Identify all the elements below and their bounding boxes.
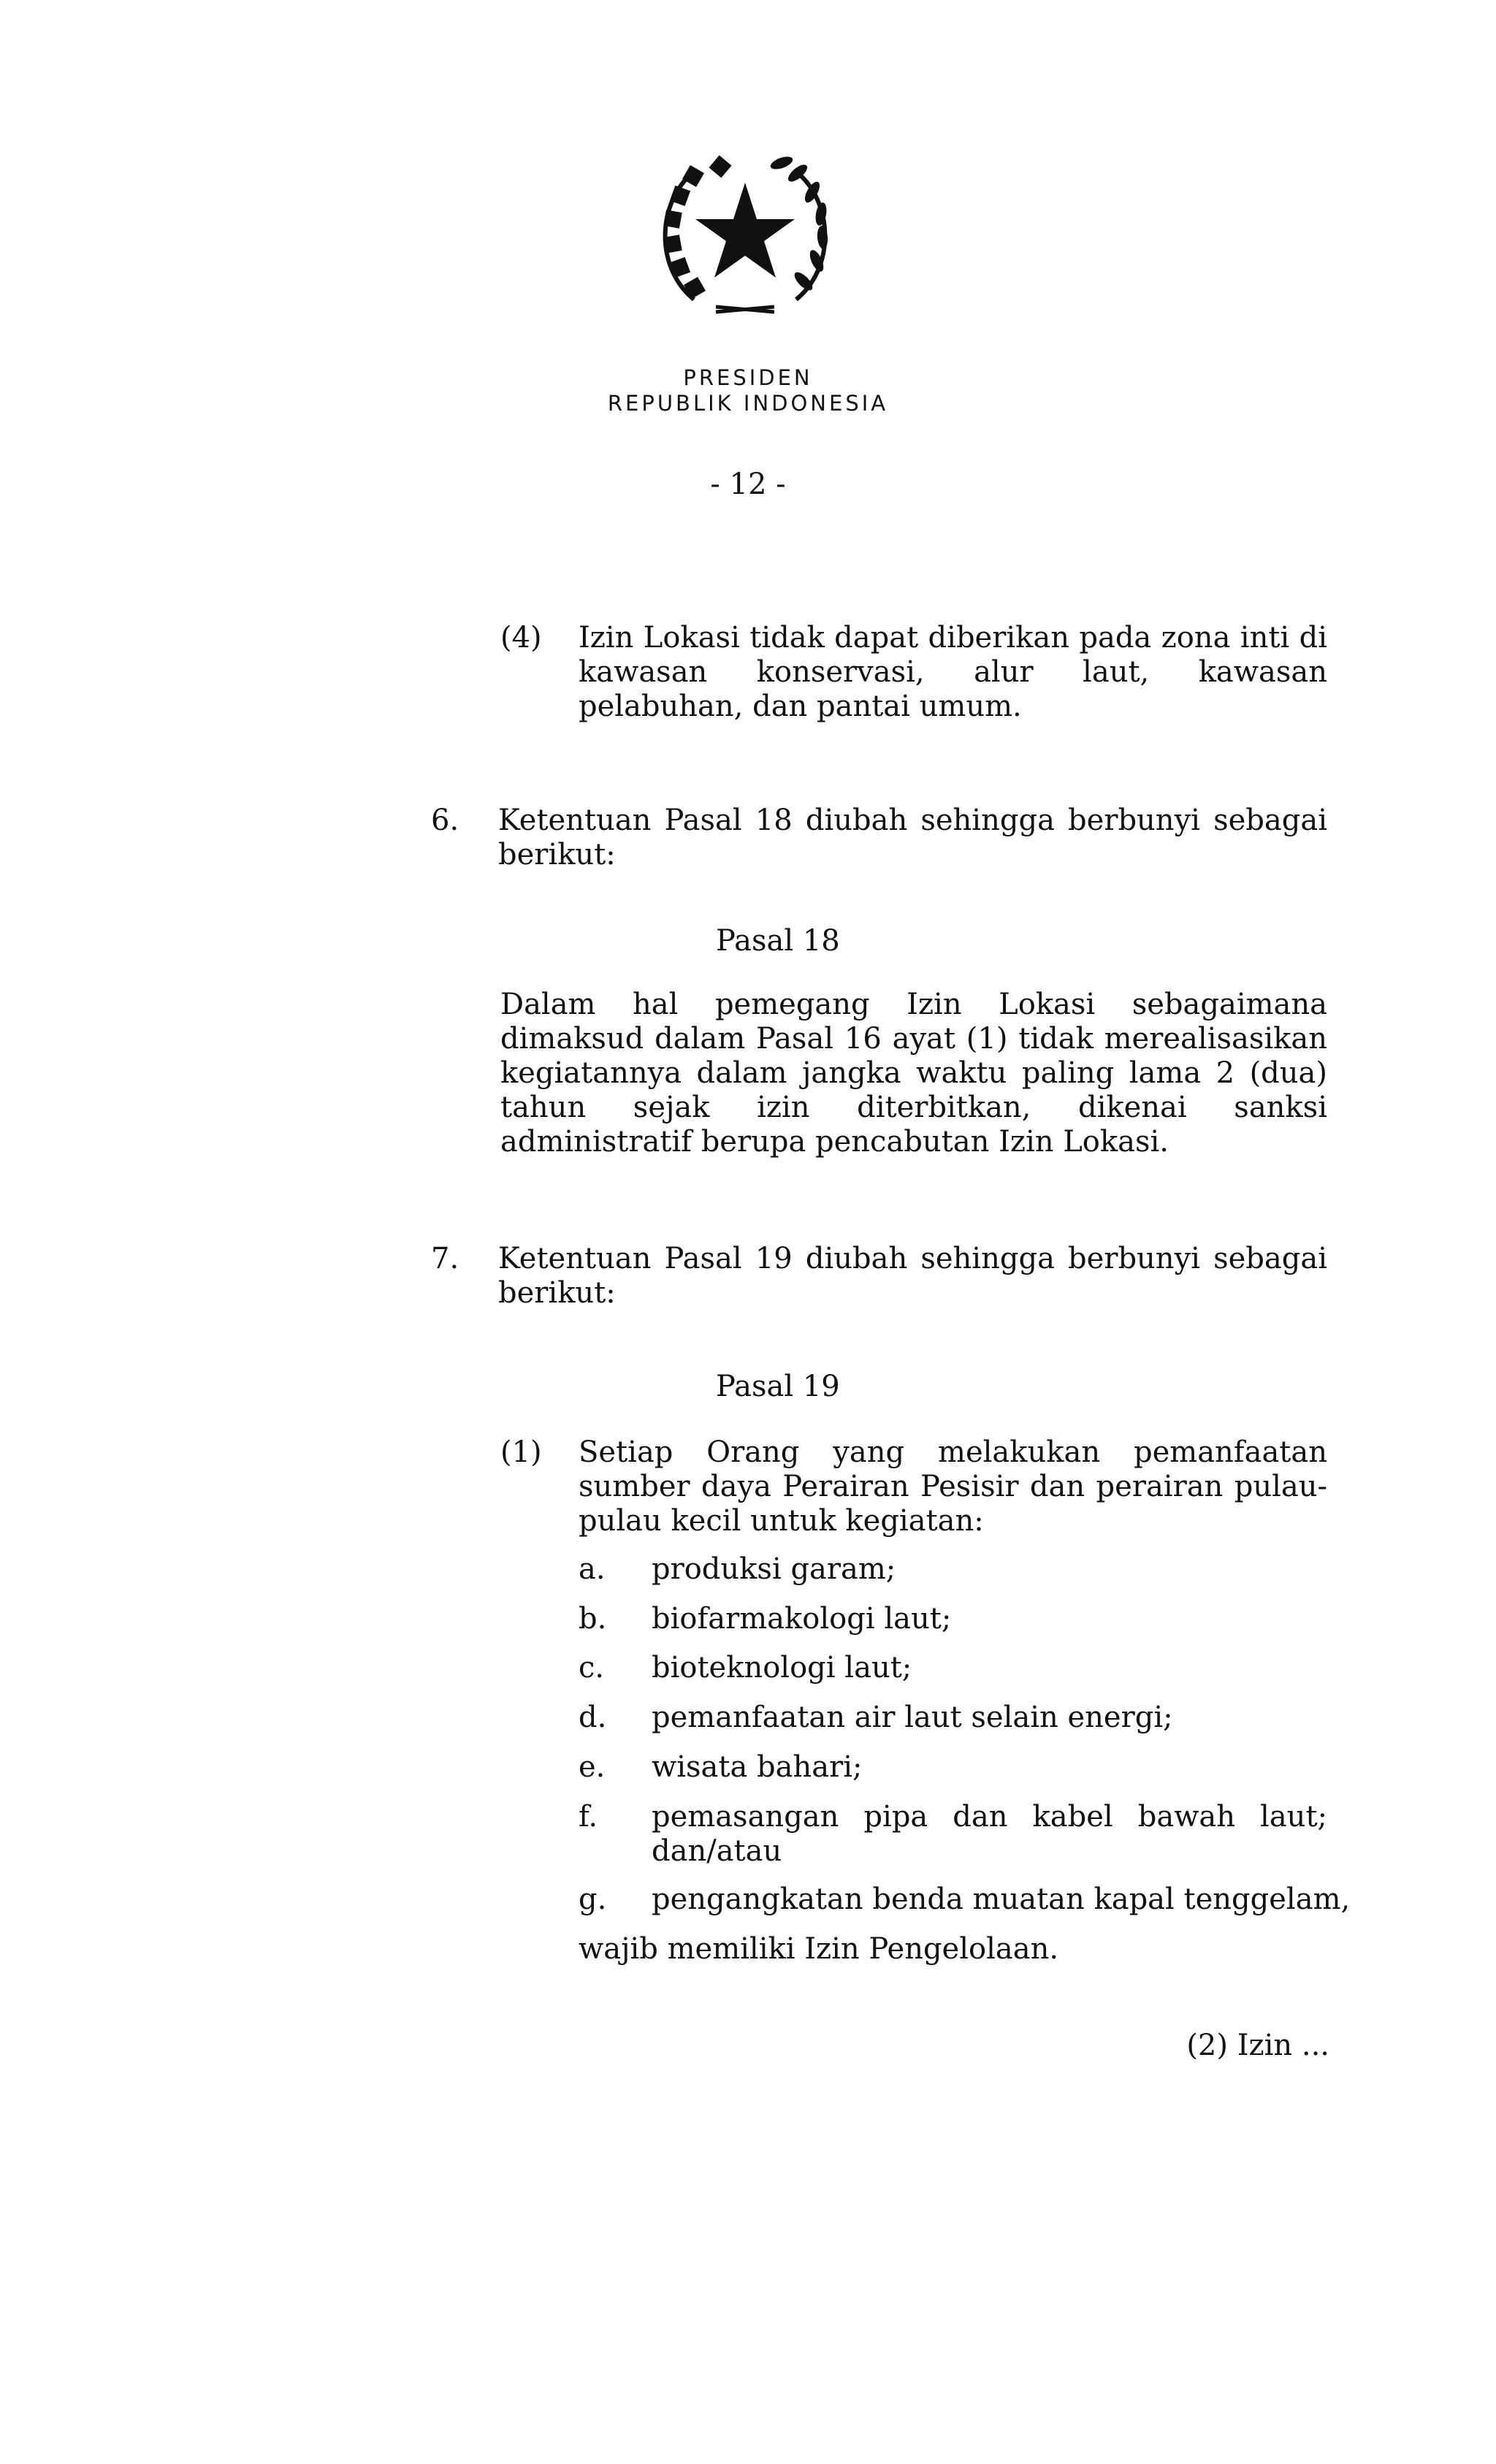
point-7-text: Ketentuan Pasal 19 diubah sehingga berbunyi sebagai berikut: [498,1242,1327,1310]
point-7-number: 7. [431,1242,459,1275]
garuda-star-wreath-emblem-icon [643,142,847,332]
ayat-1-text: Setiap Orang yang melakukan pemanfaatan sumber daya Perairan Pesisir dan perairan pulau-pulau kecil untuk kegiatan: [579,1435,1327,1538]
list-item-text: bioteknologi laut; [652,1651,912,1685]
pasal-18-title: Pasal 18 [716,924,840,958]
list-item-letter: b. [579,1602,607,1636]
list-item-letter: d. [579,1701,607,1734]
list-item-text: pemanfaatan air laut selain energi; [652,1701,1173,1734]
list-item-text: pemasangan pipa dan kabel bawah laut; dan/atau [652,1800,1327,1868]
list-item-letter: c. [579,1651,605,1685]
pasal-18-body: Dalam hal pemegang Izin Lokasi sebagaimana dimaksud dalam Pasal 16 ayat (1) tidak merealisasikan kegiatannya dalam jangka waktu paling lama 2 (dua) tahun sejak izin diterbitkan, dikenai sanksi administratif berupa pencabutan Izin Lokasi. [500,988,1327,1159]
list-item-letter: e. [579,1750,606,1784]
page-number: - 12 - [710,468,786,501]
ayat-4-number: (4) [500,621,542,655]
pasal-19-title: Pasal 19 [716,1370,840,1403]
point-6-text: Ketentuan Pasal 18 diubah sehingga berbunyi sebagai berikut: [498,804,1327,871]
page-continuation: (2) Izin ... [1186,2029,1329,2062]
list-item-text: pengangkatan benda muatan kapal tenggelam, [652,1883,1351,1916]
list-item-letter: a. [579,1552,606,1586]
pasal-19-closing: wajib memiliki Izin Pengelolaan. [579,1932,1059,1966]
list-item-letter: g. [579,1883,607,1916]
list-item-letter: f. [579,1800,598,1834]
list-item-text: biofarmakologi laut; [652,1602,952,1636]
list-item-text: wisata bahari; [652,1750,863,1784]
header-line-republik: REPUBLIK INDONESIA [607,391,889,416]
ayat-4-text: Izin Lokasi tidak dapat diberikan pada zona inti di kawasan konservasi, alur laut, kawasan pelabuhan, dan pantai umum. [579,621,1327,723]
ayat-1-number: (1) [500,1435,542,1469]
list-item-text: produksi garam; [652,1552,896,1586]
header-line-presiden: PRESIDEN [683,365,813,390]
point-6-number: 6. [431,804,459,837]
